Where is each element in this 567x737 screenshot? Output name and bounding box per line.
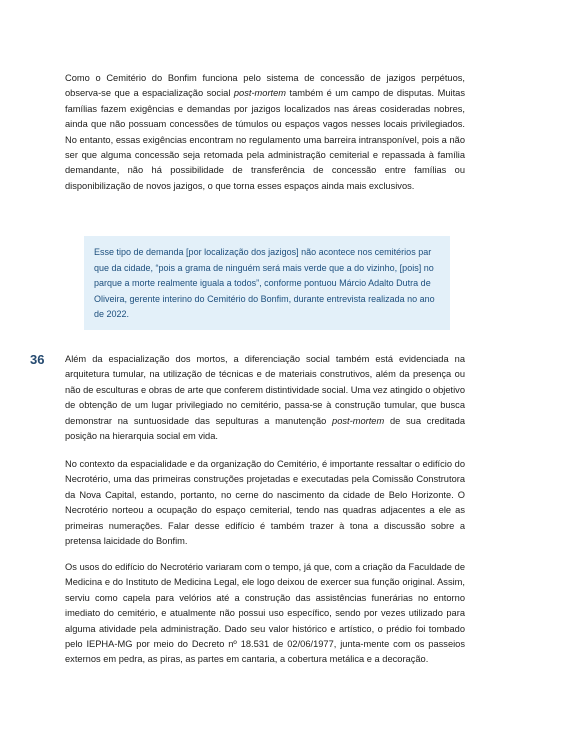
quote-text: Esse tipo de demanda [por localização dos jazigos] não acontece nos cemitérios par que da cidade, “pois a grama de ninguém será mais verde que a do vizinho, [pois] no parque a morte realmente iguala a todos”, conforme pontuou Márcio Adalto Dutra de Oliveira, gerente interino do Cemitério do Bonfim, durante entrevista realizada no ano de 2022.	[94, 247, 435, 320]
paragraph-necroterio-context	[65, 457, 465, 549]
paragraph-text-part: também é um campo de disputas. Muitas famílias fazem exigências e demandas por jazigos localizados nas áreas cosideradas nobres, ainda que não possuam concessões de túmulos ou espaços vagos nesses locais privilegiados. No entanto, essas exigências encontram no regulamento uma barreira intransponível, pois a não ser que alguma concessão seja retomada pela administração cemiterial e repassada à família demandante, não há possibilidade de transferência de concessão entre famílias ou disponibilização de novos jazigos, o que torna esses espaços ainda mais exclusivos.	[65, 88, 465, 191]
paragraph-text	[65, 352, 465, 444]
paragraph-text	[65, 71, 465, 194]
page-number: 36	[30, 352, 45, 367]
paragraph-bonfim-concessions	[65, 71, 465, 194]
paragraph-text-part: Além da espacialização dos mortos, a diferenciação social também está evidenciada na arquitetura tumular, na utilização de técnicas e de materiais construtivos, além da presença ou não de esculturas e obras de arte que conferem distintividade social. Uma vez atingido o objetivo de obtenção de um lugar privilegiado no cemitério, passa-se à construção tumular, que busca demonstrar na suntuosidade das sepulturas a manutenção	[65, 354, 465, 426]
paragraph-necroterio-uses	[65, 560, 465, 668]
paragraph-text: No contexto da espacialidade e da organização do Cemitério, é importante ressaltar o edifício do Necrotério, uma das primeiras construções projetadas e executadas pela Comissão Construtora da Nova Capital, estando, portanto, no cerne do nascimento da cidade de Belo Horizonte. O Necrotério norteou a ocupação do espaço cemiterial, tendo nas quadras adjacentes a ele as primeiras numerações. Falar desse edifício é também trazer à tona a discussão sobre a pretensa laicidade do Bonfim.	[65, 459, 465, 547]
paragraph-text-part: de sua creditada posição na hierarquia social em vida.	[65, 415, 465, 442]
paragraph-emphasis: post-mortem	[233, 88, 287, 99]
paragraph-emphasis: post-mortem	[332, 415, 385, 426]
paragraph-text-part: Como o Cemitério do Bonfim funciona pelo sistema de concessão de jazigos perpétuos, observa-se que a espacialização social	[65, 73, 465, 99]
interview-quote-box	[84, 236, 450, 330]
paragraph-tomb-architecture	[65, 352, 465, 444]
paragraph-text: Os usos do edifício do Necrotério variaram com o tempo, já que, com a criação da Faculdade de Medicina e do Instituto de Medicina Legal, ele logo deixou de exercer sua função original. Assim, serviu como capela para velórios até a construção das assistências funerárias no entorno imediato do cemitério, e atualmente não possui uso específico, sendo por vezes utilizado para alguma atividade pela administração. Dado seu valor histórico e artístico, o prédio foi tombado pelo IEPHA-MG por meio do Decreto nº 18.531 de 02/06/1977, junta-mente com os passeios externos em pedra, as piras, as partes em cantaria, a cobertura metálica e a decoração.	[65, 562, 465, 665]
